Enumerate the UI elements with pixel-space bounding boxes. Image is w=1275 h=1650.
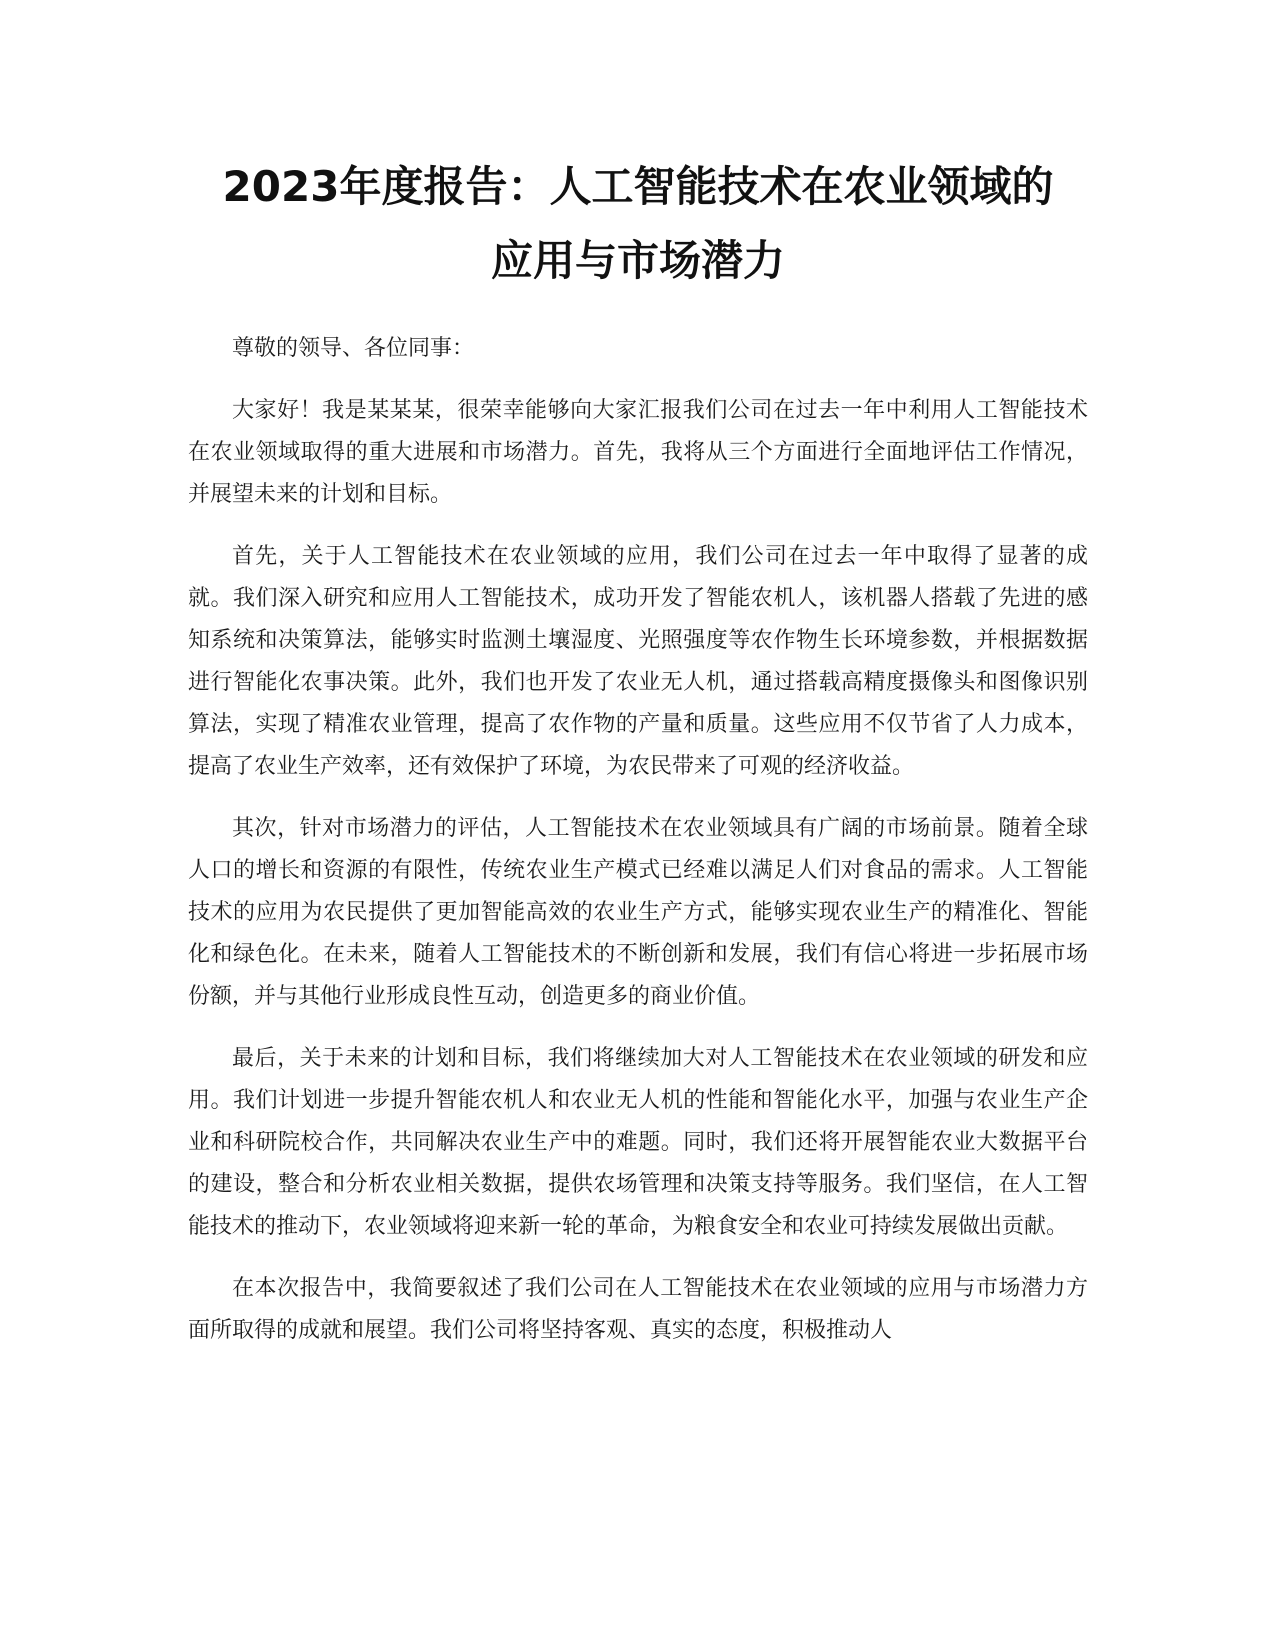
paragraph-summary: 在本次报告中，我简要叙述了我们公司在人工智能技术在农业领域的应用与市场潜力方面所取得的成就和展望。我们公司将坚持客观、真实的态度，积极推动人 (188, 1276, 1088, 1343)
paragraph-application: 首先，关于人工智能技术在农业领域的应用，我们公司在过去一年中取得了显著的成就。我们深入研究和应用人工智能技术，成功开发了智能农机人，该机器人搭载了先进的感知系统和决策算法，能够实时监测土壤湿度、光照强度等农作物生长环境参数，并根据数据进行智能化农事决策。此外，我们也开发了农业无人机，通过搭载高精度摄像头和图像识别算法，实现了精准农业管理，提高了农作物的产量和质量。这些应用不仅节省了人力成本，提高了农业生产效率，还有效保护了环境，为农民带来了可观的经济收益。 (188, 544, 1088, 779)
paragraph-future-plans: 最后，关于未来的计划和目标，我们将继续加大对人工智能技术在农业领域的研发和应用。我们计划进一步提升智能农机人和农业无人机的性能和智能化水平，加强与农业生产企业和科研院校合作，共同解决农业生产中的难题。同时，我们还将开展智能农业大数据平台的建设，整合和分析农业相关数据，提供农场管理和决策支持等服务。我们坚信，在人工智能技术的推动下，农业领域将迎来新一轮的革命，为粮食安全和农业可持续发展做出贡献。 (188, 1046, 1088, 1239)
salutation: 尊敬的领导、各位同事： (232, 336, 475, 361)
report-title (188, 150, 1088, 298)
report-title-line-1: 2023年度报告：人工智能技术在农业领域的 (222, 162, 1054, 211)
paragraph-market-potential: 其次，针对市场潜力的评估，人工智能技术在农业领域具有广阔的市场前景。随着全球人口的增长和资源的有限性，传统农业生产模式已经难以满足人们对食品的需求。人工智能技术的应用为农民提供了更加智能高效的农业生产方式，能够实现农业生产的精准化、智能化和绿色化。在未来，随着人工智能技术的不断创新和发展，我们有信心将进一步拓展市场份额，并与其他行业形成良性互动，创造更多的商业价值。 (188, 816, 1088, 1009)
document-page (188, 0, 1088, 1352)
paragraph-intro: 大家好！我是某某某，很荣幸能够向大家汇报我们公司在过去一年中利用人工智能技术在农业领域取得的重大进展和市场潜力。首先，我将从三个方面进行全面地评估工作情况，并展望未来的计划和目标。 (188, 398, 1088, 507)
report-title-line-2: 应用与市场潜力 (490, 236, 785, 285)
